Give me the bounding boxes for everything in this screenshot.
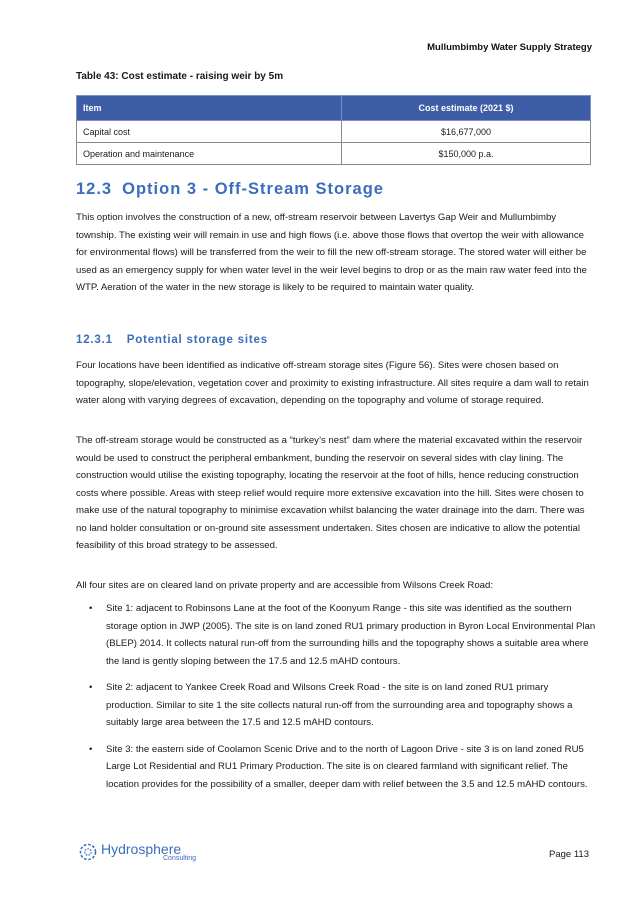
list-item	[76, 679, 596, 732]
hydrosphere-logo-icon	[78, 842, 98, 862]
bullet-icon: •	[89, 603, 93, 614]
subsection-number: 12.3.1	[76, 334, 113, 346]
logo-wordmark: Hydrosphere	[101, 841, 182, 857]
section-heading	[76, 180, 384, 199]
document-header-title: Mullumbimby Water Supply Strategy	[427, 42, 592, 53]
section-intro-paragraph: This option involves the construction of a new, off-stream reservoir between Lavertys Gap Weir and Mullumbimby township. The existing weir will remain in use and high flows (i.e. above those flows that overtop the weir with allowance for environmental flows) will be transferred from the weir to fill the new off-stream storage. The stored water will either be used as an emergency supply for when water level in the weir level begins to drop or as the main raw water feed into the WTP. Aeration of the water in the new storage is likely to be required to maintain water quality.	[76, 212, 587, 293]
table-caption: Table 43: Cost estimate - raising weir by 5m	[76, 71, 284, 82]
table-cell-item: Operation and maintenance	[77, 143, 342, 165]
hydrosphere-logo	[78, 842, 196, 862]
bullet-icon: •	[89, 682, 93, 693]
list-item	[76, 600, 596, 670]
page-number: Page 113	[549, 849, 589, 860]
bullet-icon: •	[89, 743, 93, 755]
column-header-cost: Cost estimate (2021 $)	[342, 96, 591, 121]
table-cell-cost: $16,677,000	[342, 121, 591, 143]
logo-subtitle: Consulting	[163, 855, 197, 862]
list-item	[76, 741, 596, 794]
paragraph-site-selection: Four locations have been identified as indicative off-stream storage sites (Figure 56). Sites were chosen based on topography, slope/elevation, vegetation cover and proximity to existing infrastructure. All sites require a dam wall to retain water along with varying degrees of excavation, depending on the topography and volume of storage required.	[76, 360, 589, 406]
table-cell-cost: $150,000 p.a.	[342, 143, 591, 165]
section-number: 12.3	[76, 180, 113, 198]
section-title: Option 3 - Off-Stream Storage	[122, 180, 384, 198]
table-row	[77, 143, 591, 165]
site-list	[76, 600, 596, 802]
paragraph-turkeys-nest: The off-stream storage would be constructed as a “turkey’s nest” dam where the material excavated within the reservoir would be used to construct the peripheral embankment, bunding the reservoir on several sides with clay lining. The construction would utilise the existing topography, locating the reservoir at the foot of hills, hence reducing construction costs where possible. Areas with steep relief would require more extensive excavation into the hill. Sites were chosen to make use of the natural topography to minimise excavation whilst balancing the water drainage into the dam. There was no land holder consultation or on-ground site assessment undertaken. Sites chosen are indicative to allow the potential feasibility of this broad strategy to be assessed.	[76, 435, 585, 551]
subsection-title: Potential storage sites	[126, 334, 268, 346]
site-2-text: Site 2: adjacent to Yankee Creek Road and Wilsons Creek Road - the site is on land zoned RU1 primary production. Similar to site 1 the site collects natural run-off from the surrounding area and topography shows a suitably large area between the 17.5 and 12.5 mAHD contours.	[106, 682, 573, 728]
table-row	[77, 121, 591, 143]
site-1-text: Site 1: adjacent to Robinsons Lane at the foot of the Koonyum Range - this site was identified as the southern storage option in JWP (2005). The site is on land zoned RU1 primary production in Byron Local Environmental Plan (BLEP) 2014. It collects natural run-off from the surrounding hills and the topography shows a suitable area where the land is gently sloping between the 17.5 and 12.5 mAHD contours.	[106, 603, 596, 667]
table-header-row	[77, 96, 591, 121]
site-3-text: Site 3: the eastern side of Coolamon Scenic Drive and to the north of Lagoon Drive - site 3 is on land zoned RU5 Large Lot Residential and RU1 Primary Production. The site is on cleared farmland with significant relief. The location provides for the possibility of a smaller, deeper dam with relief between the 3.5 and 12.5 mAHD contours.	[106, 743, 588, 790]
paragraph-access: All four sites are on cleared land on private property and are accessible from Wilsons Creek Road:	[76, 580, 493, 591]
subsection-heading	[76, 334, 268, 346]
cost-estimate-table	[76, 95, 591, 165]
column-header-item: Item	[77, 96, 342, 121]
table-cell-item: Capital cost	[77, 121, 342, 143]
